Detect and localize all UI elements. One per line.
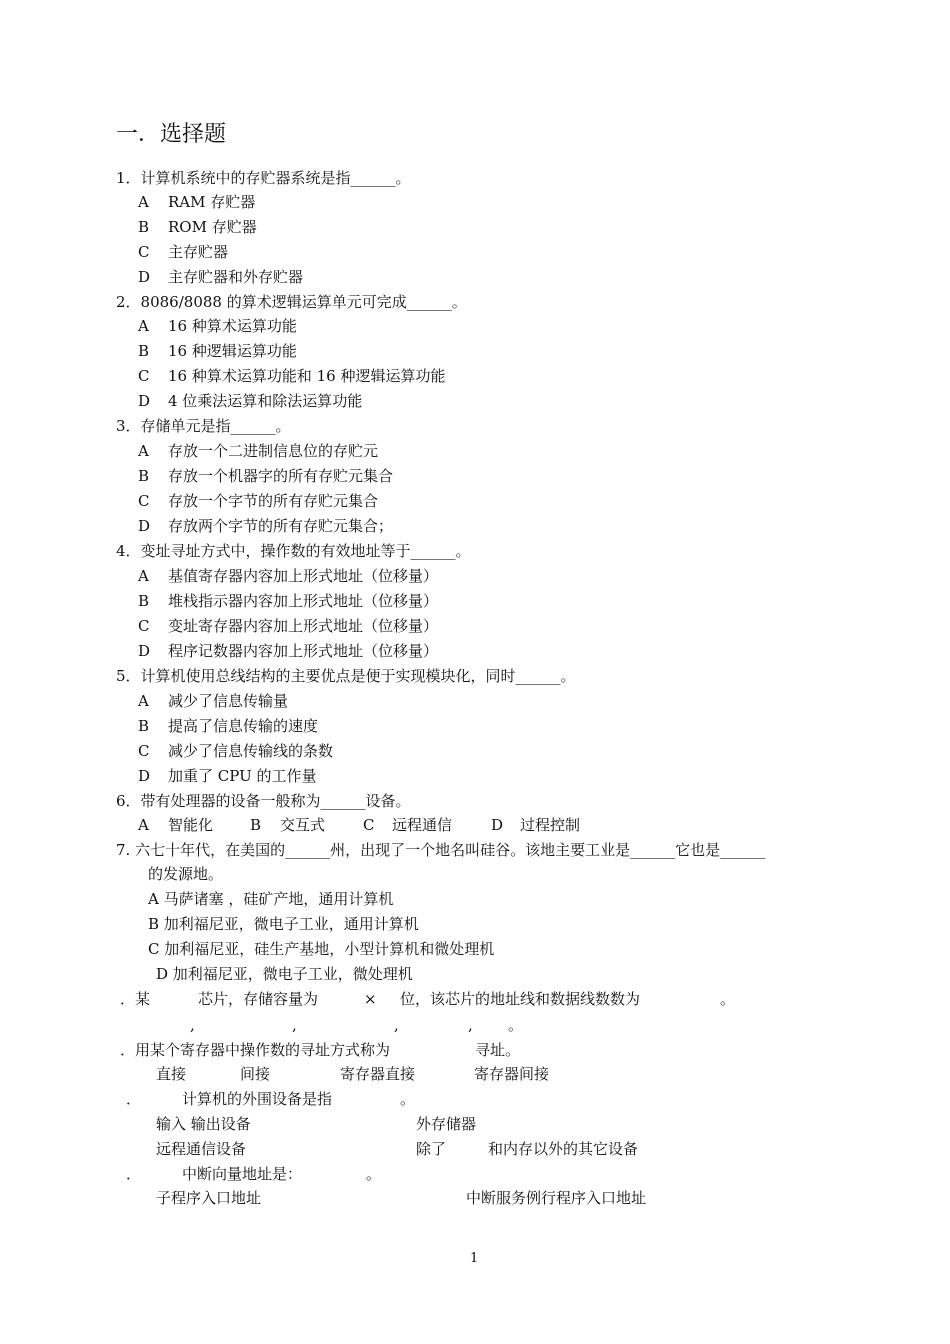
option-line — [138, 741, 333, 761]
question-stem: 1．计算机系统中的存贮器系统是指______。 — [116, 169, 411, 187]
option-text: 直接 — [156, 1065, 187, 1083]
option-text: 主存贮器 — [168, 243, 229, 261]
separator-line — [0, 1015, 950, 1035]
option-key: B — [138, 218, 150, 236]
option-key: A — [138, 692, 149, 710]
option-line — [138, 341, 297, 361]
option-text: 堆栈指示器内容加上形式地址（位移量） — [168, 592, 439, 610]
option-key: C — [138, 367, 150, 385]
option-text: 寄存器直接 — [340, 1065, 416, 1083]
question-stem: 5．计算机使用总线结构的主要优点是便于实现模块化，同时______。 — [116, 667, 576, 685]
question-stem: 7. 六七十年代，在美国的______州，出现了一个地名叫硅谷。该地主要工业是______它也是______ — [116, 841, 766, 859]
stem-fragment: ．用某个寄存器中操作数的寻址方式称为 — [120, 1041, 391, 1059]
question-stem: 6．带有处理器的设备一般称为______设备。 — [116, 792, 411, 810]
option-text: 变址寄存器内容加上形式地址（位移量） — [168, 617, 439, 635]
option-text: 减少了信息传输线的条数 — [168, 742, 334, 760]
option-text: 加重了 CPU 的工作量 — [168, 767, 317, 785]
option-key: A — [138, 816, 149, 834]
option-line — [138, 441, 378, 461]
option-line — [138, 192, 255, 212]
option-text: 和内存以外的其它设备 — [488, 1140, 639, 1158]
option-text: 基值寄存器内容加上形式地址（位移量） — [168, 567, 439, 585]
option-key: D — [491, 816, 504, 834]
option-key: A — [138, 442, 149, 460]
option-text: ROM 存贮器 — [168, 218, 257, 236]
option-text: 外存储器 — [416, 1115, 477, 1133]
option-line — [138, 591, 438, 611]
option-text: 输入 输出设备 — [156, 1115, 251, 1133]
inline-options — [0, 1188, 950, 1208]
option-line: B 加利福尼亚，微电子工业，通用计算机 — [148, 915, 419, 933]
separator: , — [292, 1016, 297, 1034]
stem-fragment: ．某 — [120, 990, 151, 1008]
stem-fragment: 寻址。 — [475, 1041, 521, 1059]
option-key: B — [138, 342, 150, 360]
option-key: C — [138, 617, 150, 635]
separator: , — [468, 1016, 473, 1034]
option-key: B — [138, 592, 150, 610]
separator: , — [190, 1016, 195, 1034]
option-text: 交互式 — [280, 816, 326, 834]
stem-fragment: 计算机的外围设备是指 — [182, 1090, 333, 1108]
option-line — [138, 466, 393, 486]
option-text: 16 种逻辑运算功能 — [168, 342, 297, 360]
option-key: B — [138, 467, 150, 485]
section-title: 一．选择题 — [116, 122, 227, 147]
option-line — [138, 766, 317, 786]
option-key: C — [138, 243, 150, 261]
option-key: B — [250, 816, 262, 834]
inline-options — [0, 1064, 950, 1084]
option-text: 远程通信 — [392, 816, 453, 834]
inline-options — [0, 1114, 950, 1134]
option-key: D — [138, 517, 151, 535]
option-text: 4 位乘法运算和除法运算功能 — [168, 392, 363, 410]
separator: 。 — [508, 1016, 524, 1034]
option-text: 智能化 — [168, 816, 214, 834]
stem-fragment: ． — [126, 1090, 142, 1108]
option-text: 主存贮器和外存贮器 — [168, 268, 304, 286]
option-key: D — [138, 268, 151, 286]
question-stem — [0, 1089, 950, 1109]
option-text: 间接 — [240, 1065, 271, 1083]
question-stem — [0, 1164, 950, 1184]
option-key: D — [138, 767, 151, 785]
option-line — [138, 491, 378, 511]
question-stem-continuation: 的发源地。 — [148, 865, 224, 883]
option-text: 子程序入口地址 — [156, 1189, 262, 1207]
option-text: 16 种算术运算功能 — [168, 317, 297, 335]
question-stem — [0, 1040, 950, 1060]
question-stem: 2．8086/8088 的算术逻辑运算单元可完成______。 — [116, 293, 467, 311]
option-text: 除了 — [416, 1140, 447, 1158]
option-text: 寄存器间接 — [474, 1065, 550, 1083]
option-text: 存放一个机器字的所有存贮元集合 — [168, 467, 394, 485]
option-text: 存放一个二进制信息位的存贮元 — [168, 442, 379, 460]
question-stem — [0, 989, 950, 1009]
option-line — [138, 691, 288, 711]
question-stem: 3．存储单元是指______。 — [116, 417, 291, 435]
option-key: D — [138, 642, 151, 660]
option-line — [138, 391, 362, 411]
option-text: 中断服务例行程序入口地址 — [466, 1189, 647, 1207]
option-line — [138, 267, 303, 287]
option-line — [138, 217, 257, 237]
option-text: 提高了信息传输的速度 — [168, 717, 319, 735]
page-number: 1 — [470, 1251, 479, 1266]
option-text: 程序记数器内容加上形式地址（位移量） — [168, 642, 439, 660]
stem-fragment: 。 — [366, 1165, 382, 1183]
stem-fragment: 中断向量地址是： — [182, 1165, 303, 1183]
option-line — [138, 616, 438, 636]
stem-fragment: 。 — [400, 1090, 416, 1108]
option-line: A 马萨诸塞 ，硅矿产地，通用计算机 — [148, 890, 394, 908]
option-line — [138, 366, 445, 386]
option-key: A — [138, 567, 149, 585]
option-line — [138, 316, 297, 336]
option-line — [138, 716, 318, 736]
option-line: C 加利福尼亚，硅生产基地，小型计算机和微处理机 — [148, 940, 495, 958]
option-key: B — [138, 717, 150, 735]
stem-fragment: ． — [126, 1165, 142, 1183]
option-line — [138, 641, 438, 661]
option-key: C — [138, 492, 150, 510]
option-key: C — [363, 816, 375, 834]
stem-fragment: × — [364, 990, 377, 1008]
option-line — [138, 516, 393, 536]
question-stem: 4．变址寻址方式中，操作数的有效地址等于______。 — [116, 542, 471, 560]
option-key: D — [138, 392, 151, 410]
stem-fragment: 位，该芯片的地址线和数据线数数为 — [400, 990, 641, 1008]
stem-fragment: 。 — [720, 990, 736, 1008]
option-key: C — [138, 742, 150, 760]
option-text: 远程通信设备 — [156, 1140, 247, 1158]
stem-fragment: 芯片，存储容量为 — [198, 990, 319, 1008]
option-text: 过程控制 — [520, 816, 581, 834]
option-text: 16 种算术运算功能和 16 种逻辑运算功能 — [168, 367, 446, 385]
inline-options — [0, 1139, 950, 1159]
option-text: RAM 存贮器 — [168, 193, 256, 211]
option-key: A — [138, 193, 149, 211]
option-text: 存放一个字节的所有存贮元集合 — [168, 492, 379, 510]
option-key: A — [138, 317, 149, 335]
separator: , — [394, 1016, 399, 1034]
option-text: 存放两个字节的所有存贮元集合； — [168, 517, 394, 535]
option-line: D 加利福尼亚，微电子工业，微处理机 — [156, 965, 413, 983]
option-text: 减少了信息传输量 — [168, 692, 289, 710]
inline-options — [0, 815, 950, 835]
option-line — [138, 242, 228, 262]
option-line — [138, 566, 438, 586]
